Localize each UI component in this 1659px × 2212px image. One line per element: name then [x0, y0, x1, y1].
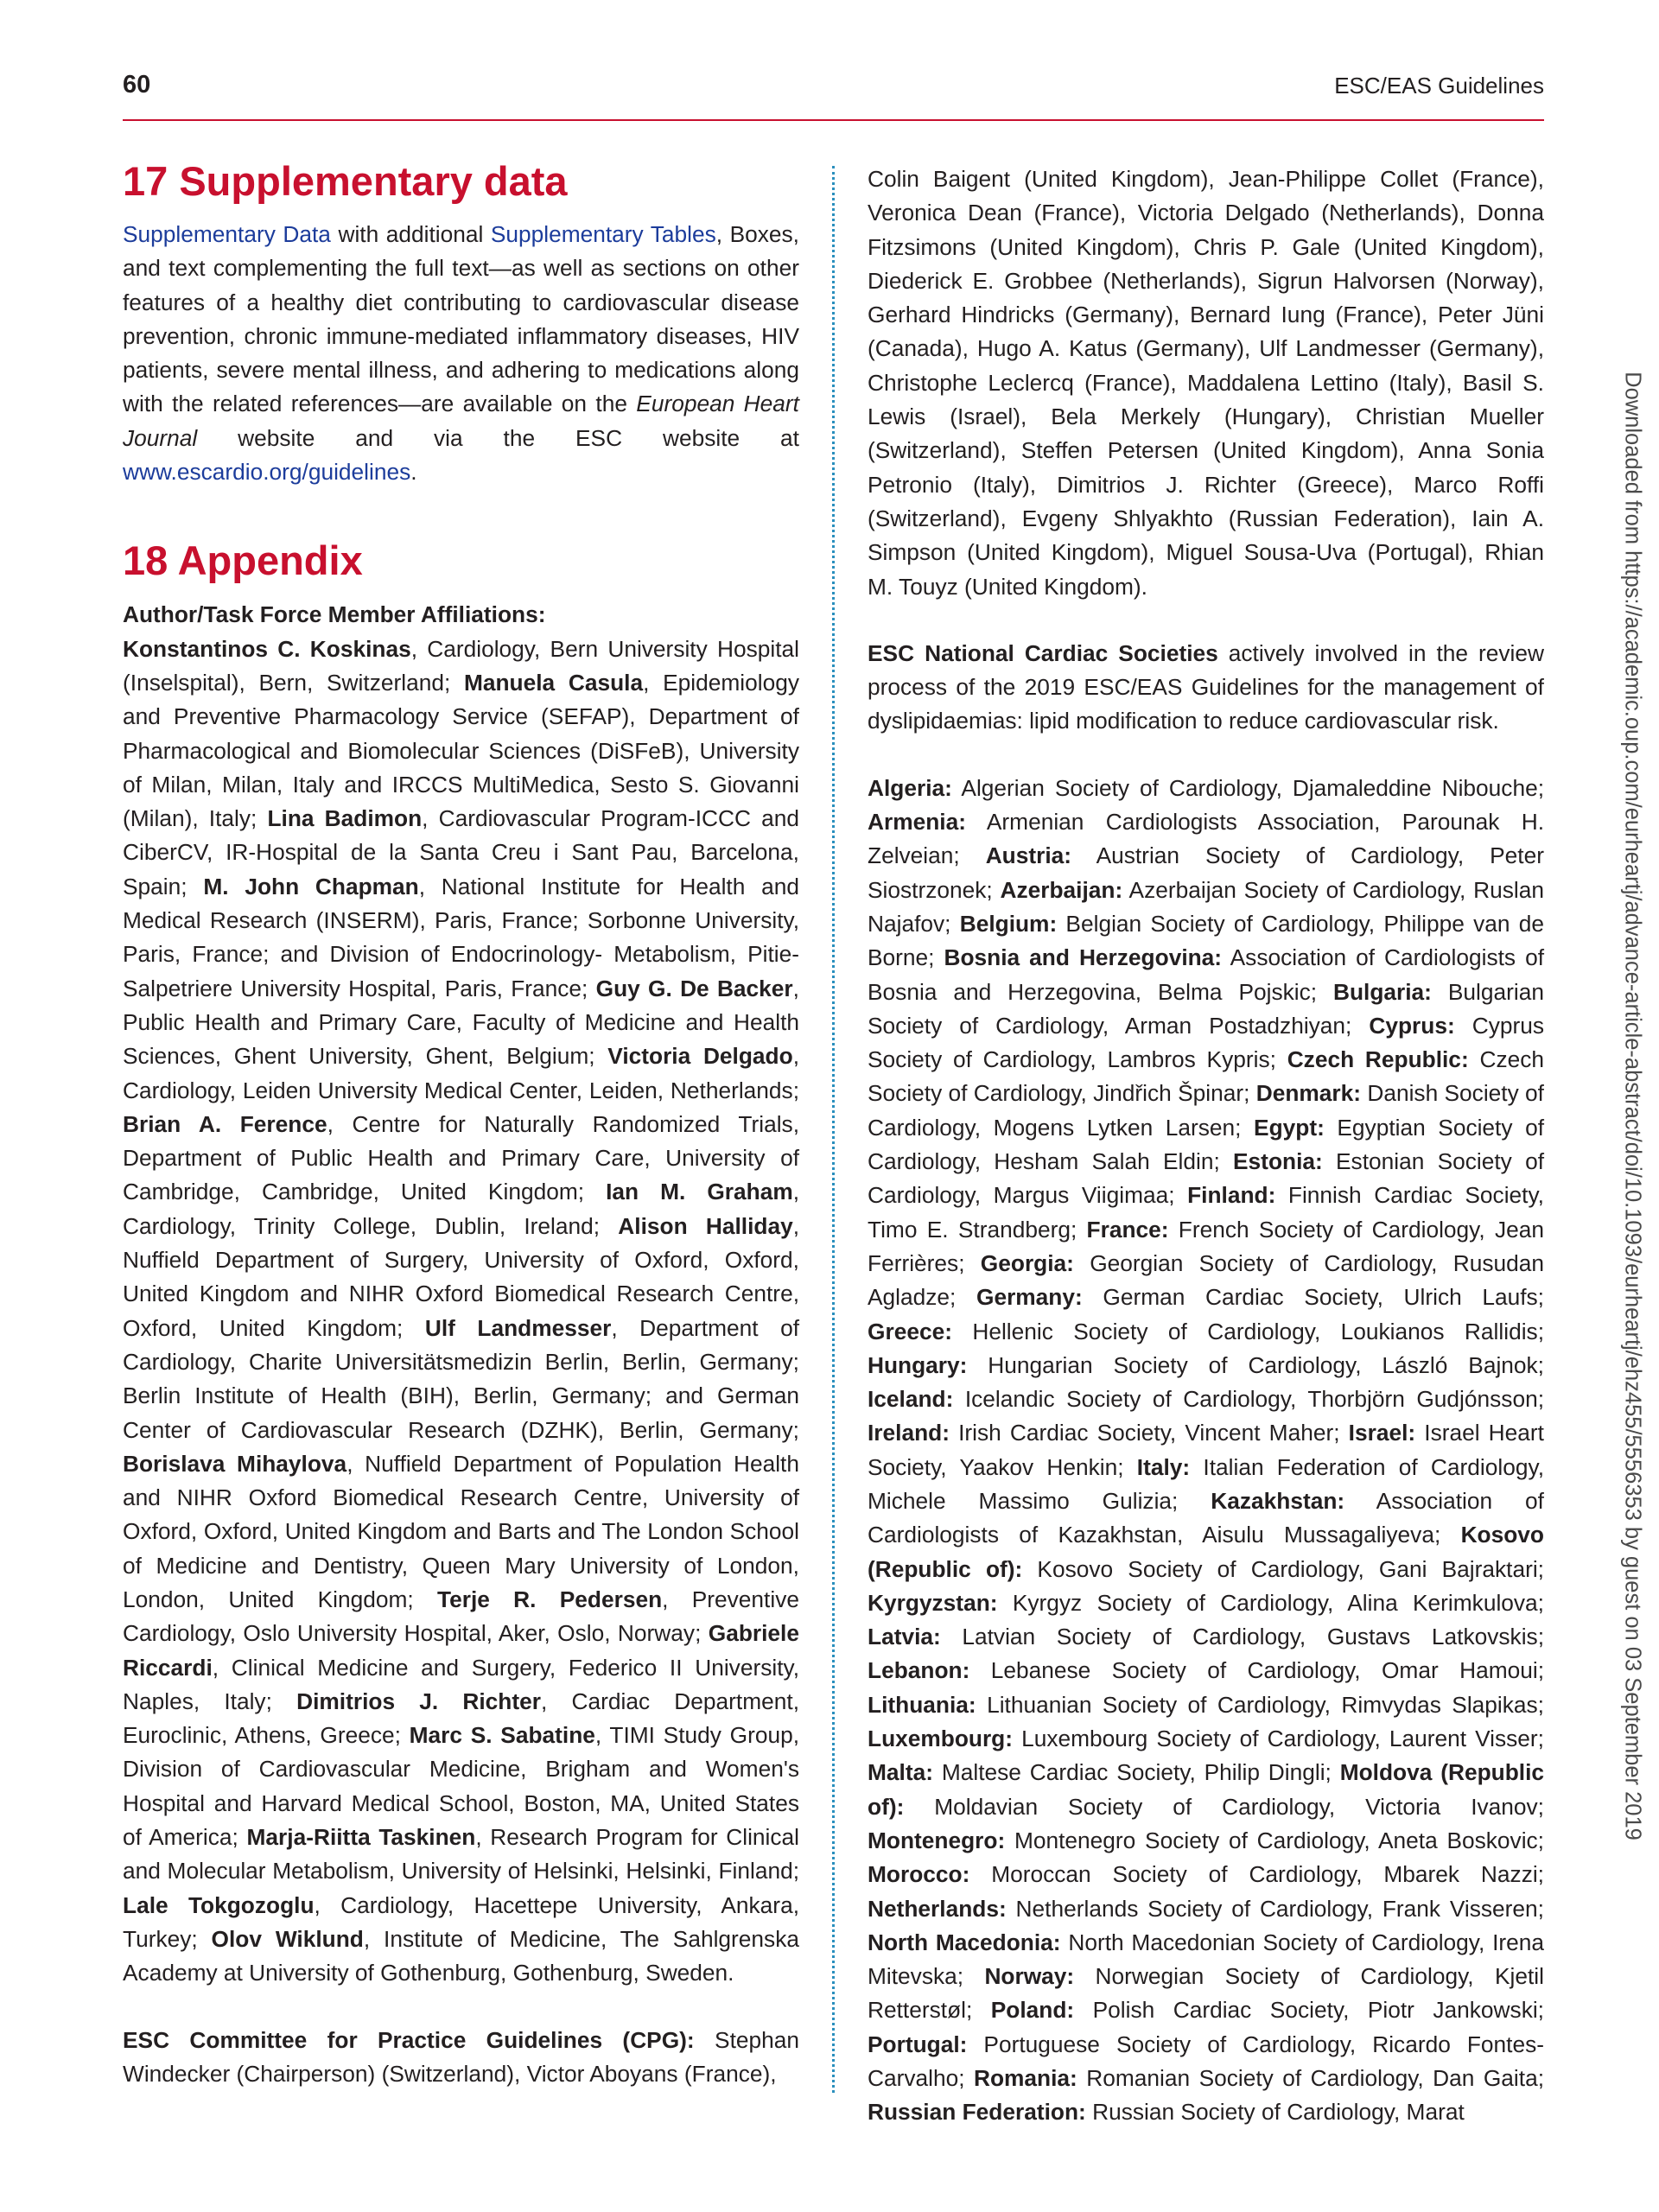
society-text: Latvian Society of Cardiology, Gustavs Latkovskis;	[940, 1624, 1544, 1650]
affiliation-text: , Department of Cardiology, Charite Universitätsmedizin Berlin, Berlin, Germany; Berlin Institute of Health (BIH), Berlin, Germany; and German Center of Cardiovascular Research (DZHK), Berlin, Germany;	[123, 1314, 800, 1443]
column-divider	[832, 166, 835, 2093]
society-text: Algerian Society of Cardiology, Djamaleddine Nibouche;	[951, 774, 1544, 801]
society-text: Norwegian Society of Cardiology, Kjetil Retterstøl;	[868, 1963, 1544, 2024]
affiliation-text: , Nuffield Department of Population Health and NIHR Oxford Biomedical Research Centre, University of Oxford, Oxford, United Kingdom and Barts and The London School of Medicine and Dentistry, Queen Mary University of London, London, United Kingdom;	[123, 1450, 799, 1612]
affiliation-author-name: Marc S. Sabatine	[409, 1722, 595, 1749]
society-country: Kyrgyzstan:	[868, 1589, 998, 1616]
section-18-title: 18 Appendix	[123, 537, 363, 584]
society-text: Icelandic Society of Cardiology, Thorbjörn Gudjónsson;	[953, 1386, 1544, 1413]
society-text: Czech Society of Cardiology, Jindřich Špinar;	[868, 1046, 1544, 1107]
society-text: Georgian Society of Cardiology, Rusudan Agladze;	[868, 1249, 1544, 1311]
society-text: Cyprus Society of Cardiology, Lambros Kypris;	[868, 1012, 1544, 1073]
section-17-body	[123, 218, 799, 489]
society-country: Malta:	[868, 1759, 933, 1786]
society-country: Iceland:	[868, 1386, 954, 1413]
society-text: Moroccan Society of Cardiology, Mbarek Nazzi;	[969, 1861, 1544, 1888]
society-text: French Society of Cardiology, Jean Ferrières;	[868, 1216, 1544, 1276]
society-country: Moldova (Republic of):	[868, 1759, 1544, 1820]
affiliation-author-name: Alison Halliday	[618, 1212, 793, 1239]
section-17-text-4: .	[410, 459, 417, 486]
society-text: Netherlands Society of Cardiology, Frank Visseren;	[1006, 1895, 1544, 1922]
ncs-text: actively involved in the review process of the 2019 ESC/EAS Guidelines for the management of dyslipidaemias: lipid modification to reduce cardiovascular risk.	[868, 639, 1544, 734]
society-text: Danish Society of Cardiology, Mogens Lytken Larsen;	[868, 1080, 1544, 1141]
society-country: Austria:	[985, 842, 1072, 869]
affiliation-author-name: M. John Chapman	[203, 873, 419, 899]
society-country: Greece:	[868, 1318, 952, 1344]
society-text: Lebanese Society of Cardiology, Omar Hamoui;	[969, 1657, 1544, 1684]
society-country: Portugal:	[868, 2031, 968, 2057]
society-text: Montenegro Society of Cardiology, Aneta Boskovic;	[1005, 1827, 1544, 1853]
section-17-text-1: with additional	[330, 221, 491, 247]
society-text: Polish Cardiac Society, Piotr Jankowski;	[1074, 1997, 1544, 2024]
affiliation-text: , Research Program for Clinical and Molecular Metabolism, University of Helsinki, Helsinki, Finland;	[123, 1824, 800, 1885]
society-text: Austrian Society of Cardiology, Peter Siostrzonek;	[868, 842, 1544, 903]
society-country: Poland:	[990, 1997, 1075, 2024]
affiliation-author-name: Gabriele Riccardi	[123, 1620, 799, 1681]
affiliation-text: , Institute of Medicine, The Sahlgrenska Academy at University of Gothenburg, Gothenburg, Sweden.	[123, 1925, 799, 1986]
society-text: Lithuanian Society of Cardiology, Rimvydas Slapikas;	[976, 1691, 1544, 1718]
affiliation-text: , Preventive Cardiology, Oslo University Hospital, Aker, Oslo, Norway;	[123, 1586, 799, 1647]
society-country: Egypt:	[1254, 1114, 1325, 1141]
affiliation-text: , Cardiology, Leiden University Medical Center, Leiden, Netherlands;	[123, 1043, 799, 1103]
right-column	[868, 162, 1544, 2130]
society-text: Russian Society of Cardiology, Marat	[1085, 2099, 1465, 2126]
society-text: Maltese Cardiac Society, Philip Dingli;	[932, 1759, 1340, 1786]
download-note-text: Downloaded from https://academic.oup.com/eurheartj/advance-article-abstract/doi/10.1093/eurheartj/ehz455/5556353 by guest on 03 September 2019	[1620, 372, 1645, 1840]
affiliation-text: , Public Health and Primary Care, Faculty of Medicine and Health Sciences, Ghent University, Ghent, Belgium;	[123, 975, 799, 1070]
society-country: Montenegro:	[868, 1827, 1006, 1853]
section-17-text-3: website and via the ESC website at	[197, 424, 799, 451]
running-header-title: ESC/EAS Guidelines	[1334, 73, 1544, 99]
society-text: Moldavian Society of Cardiology, Victoria Ivanov;	[904, 1793, 1544, 1820]
society-country: Azerbaijan:	[1000, 876, 1123, 903]
society-text: Irish Cardiac Society, Vincent Maher;	[949, 1420, 1349, 1446]
society-country: Morocco:	[868, 1861, 970, 1888]
society-country: Denmark:	[1255, 1080, 1362, 1107]
society-text: Belgian Society of Cardiology, Philippe van de Borne;	[868, 910, 1544, 971]
society-country: Bulgaria:	[1332, 978, 1432, 1005]
society-text: Kyrgyz Society of Cardiology, Alina Kerimkulova;	[997, 1589, 1544, 1616]
society-country: Georgia:	[980, 1249, 1074, 1276]
society-text: Portuguese Society of Cardiology, Ricardo Fontes-Carvalho;	[868, 2031, 1544, 2092]
society-text: Luxembourg Society of Cardiology, Laurent Visser;	[1013, 1726, 1544, 1752]
affiliations-paragraph	[123, 632, 799, 1991]
affiliation-author-name: Guy G. De Backer	[595, 975, 793, 1001]
cpg-heading: ESC Committee for Practice Guidelines (CPG):	[123, 2026, 695, 2053]
affiliation-author-name: Lale Tokgozoglu	[123, 1891, 315, 1918]
society-text: Italian Federation of Cardiology, Michele Massimo Gulizia;	[868, 1453, 1544, 1514]
affiliation-author-name: Lina Badimon	[267, 805, 423, 832]
section-17-text-2: , Boxes, and text complementing the full text—as well as sections on other features of a healthy diet contributing to cardiovascular disease prevention, chronic immune-mediated inflammatory diseases, HIV patients, severe mental illness, and adhering to medications along with the related references—are available on the	[123, 221, 799, 417]
society-text: Estonian Society of Cardiology, Margus Viigimaa;	[868, 1148, 1545, 1209]
header-rule	[123, 119, 1544, 121]
society-country: Norway:	[984, 1963, 1075, 1990]
affiliation-text: , Epidemiology and Preventive Pharmacology Service (SEFAP), Department of Pharmacological and Biomolecular Sciences (DiSFeB), University of Milan, Milan, Italy and IRCCS MultiMedica, Sesto S. Giovanni (Milan), Italy;	[123, 669, 799, 832]
society-country: Belgium:	[959, 910, 1058, 937]
affiliation-text: , TIMI Study Group, Division of Cardiovascular Medicine, Brigham and Women's Hospital and Harvard Medical School, Boston, MA, United States of America;	[123, 1722, 800, 1851]
affiliation-text: , Cardiology, Bern University Hospital (Inselspital), Bern, Switzerland;	[123, 635, 799, 696]
affiliation-author-name: Terje R. Pedersen	[437, 1586, 663, 1612]
escardio-link[interactable]: www.escardio.org/guidelines	[123, 459, 411, 486]
society-country: Cyprus:	[1369, 1012, 1455, 1039]
society-country: Italy:	[1136, 1453, 1191, 1480]
society-text: Hungarian Society of Cardiology, László Bajnok;	[967, 1351, 1544, 1378]
affiliation-text: , Cardiovascular Program-ICCC and CiberCV, IR-Hospital de la Santa Creu i Sant Pau, Barcelona, Spain;	[123, 805, 799, 899]
ncs-paragraph	[868, 637, 1544, 739]
running-header	[123, 71, 1544, 104]
page-number: 60	[123, 71, 151, 99]
society-country: Lebanon:	[868, 1657, 970, 1684]
affiliation-text: , Centre for Naturally Randomized Trials, Department of Public Health and Primary Care, University of Cambridge, Cambridge, United Kingdom;	[123, 1110, 799, 1205]
society-country: Czech Republic:	[1287, 1046, 1469, 1073]
left-column	[123, 160, 799, 2091]
supplementary-tables-link[interactable]: Supplementary Tables	[490, 221, 716, 247]
society-text: Finnish Cardiac Society, Timo E. Strandberg;	[868, 1182, 1544, 1243]
supplementary-data-link[interactable]: Supplementary Data	[123, 221, 331, 247]
society-text: German Cardiac Society, Ulrich Laufs;	[1082, 1284, 1544, 1311]
society-country: North Macedonia:	[868, 1929, 1061, 1955]
affiliation-author-name: Marja-Riitta Taskinen	[246, 1824, 476, 1851]
society-country: Algeria:	[868, 774, 952, 801]
society-text: Hellenic Society of Cardiology, Loukianos Rallidis;	[951, 1318, 1544, 1344]
society-country: Russian Federation:	[868, 2099, 1086, 2126]
affiliation-text: , Cardiac Department, Euroclinic, Athens, Greece;	[123, 1688, 800, 1749]
society-text: Romanian Society of Cardiology, Dan Gaita;	[1077, 2065, 1544, 2092]
society-country: Bosnia and Herzegovina:	[944, 944, 1223, 971]
societies-paragraph	[868, 772, 1544, 2130]
affiliations-heading: Author/Task Force Member Affiliations:	[123, 601, 546, 628]
affiliation-author-name: Brian A. Ference	[123, 1110, 327, 1137]
society-country: Estonia:	[1233, 1148, 1323, 1175]
society-text: North Macedonian Society of Cardiology, Irena Mitevska;	[868, 1929, 1545, 1990]
cpg-text-part-2: Colin Baigent (United Kingdom), Jean-Philippe Collet (France), Veronica Dean (France), Victoria Delgado (Netherlands), Donna Fitzsimons (United Kingdom), Chris P. Gale (United Kingdom), Diederick E. Grobbee (Netherlands), Sigrun Halvorsen (Norway), Gerhard Hindricks (Germany), Bernard Iung (France), Peter Jüni (Canada), Hugo A. Katus (Germany), Ulf Landmesser (Germany), Christophe Leclercq (France), Maddalena Lettino (Italy), Basil S. Lewis (Israel), Bela Merkely (Hungary), Christian Mueller (Switzerland), Steffen Petersen (United Kingdom), Anna Sonia Petronio (Italy), Dimitrios J. Richter (Greece), Marco Roffi (Switzerland), Evgeny Shlyakhto (Russian Federation), Iain A. Simpson (United Kingdom), Miguel Sousa-Uva (Portugal), Rhian M. Touyz (United Kingdom).	[868, 166, 1544, 600]
society-country: Kosovo (Republic of):	[868, 1522, 1544, 1582]
download-note	[1615, 363, 1649, 1849]
society-text: Association of Cardiologists of Bosnia and Herzegovina, Belma Pojskic;	[868, 944, 1544, 1005]
affiliation-text: , Cardiology, Hacettepe University, Ankara, Turkey;	[123, 1891, 799, 1952]
affiliation-author-name: Manuela Casula	[463, 669, 644, 696]
society-country: Latvia:	[868, 1624, 941, 1650]
affiliation-author-name: Borislava Mihaylova	[123, 1450, 347, 1477]
society-country: Hungary:	[868, 1351, 968, 1378]
affiliation-text: , Nuffield Department of Surgery, University of Oxford, Oxford, United Kingdom and NIHR Oxford Biomedical Research Centre, Oxford, United Kingdom;	[123, 1212, 800, 1341]
affiliation-text: , National Institute for Health and Medical Research (INSERM), Paris, France; Sorbonne University, Paris, France; and Division of Endocrinology- Metabolism, Pitie-Salpetriere University Hospital, Paris, France;	[123, 873, 800, 1001]
society-country: Israel:	[1348, 1420, 1416, 1446]
affiliation-author-name: Olov Wiklund	[211, 1925, 364, 1952]
affiliation-author-name: Konstantinos C. Koskinas	[123, 635, 411, 662]
ncs-heading: ESC National Cardiac Societies	[868, 639, 1218, 666]
society-country: France:	[1086, 1216, 1169, 1243]
journal-name: European Heart Journal	[123, 391, 799, 451]
section-17-title: 17 Supplementary data	[123, 158, 568, 204]
society-country: Kazakhstan:	[1211, 1487, 1345, 1514]
society-text: Azerbaijan Society of Cardiology, Ruslan Najafov;	[868, 876, 1544, 937]
society-text: Egyptian Society of Cardiology, Hesham Salah Eldin;	[868, 1114, 1544, 1175]
affiliation-text: , Cardiology, Trinity College, Dublin, Ireland;	[123, 1179, 800, 1239]
affiliation-author-name: Ulf Landmesser	[424, 1314, 612, 1341]
society-country: Armenia:	[868, 809, 966, 836]
affiliation-author-name: Victoria Delgado	[607, 1043, 793, 1070]
society-country: Germany:	[976, 1284, 1083, 1311]
society-country: Netherlands:	[868, 1895, 1007, 1922]
affiliation-author-name: Ian M. Graham	[606, 1179, 793, 1205]
society-country: Lithuania:	[868, 1691, 976, 1718]
society-country: Romania:	[974, 2065, 1077, 2092]
society-text: Kosovo Society of Cardiology, Gani Bajraktari;	[1022, 1555, 1544, 1582]
society-text: Association of Cardiologists of Kazakhstan, Aisulu Mussagaliyeva;	[868, 1487, 1544, 1548]
society-text: Bulgarian Society of Cardiology, Arman Postadzhiyan;	[868, 978, 1544, 1039]
affiliation-author-name: Dimitrios J. Richter	[296, 1688, 541, 1714]
society-country: Luxembourg:	[868, 1726, 1014, 1752]
society-text: Armenian Cardiologists Association, Parounak H. Zelveian;	[868, 809, 1544, 869]
society-country: Ireland:	[868, 1420, 950, 1446]
cpg-text-part-1: Stephan Windecker (Chairperson) (Switzerland), Victor Aboyans (France),	[123, 2026, 800, 2087]
affiliation-text: , Clinical Medicine and Surgery, Federico II University, Naples, Italy;	[123, 1654, 799, 1714]
society-country: Finland:	[1187, 1182, 1276, 1209]
cpg-paragraph-start	[123, 2024, 799, 2092]
society-text: Israel Heart Society, Yaakov Henkin;	[868, 1420, 1544, 1480]
